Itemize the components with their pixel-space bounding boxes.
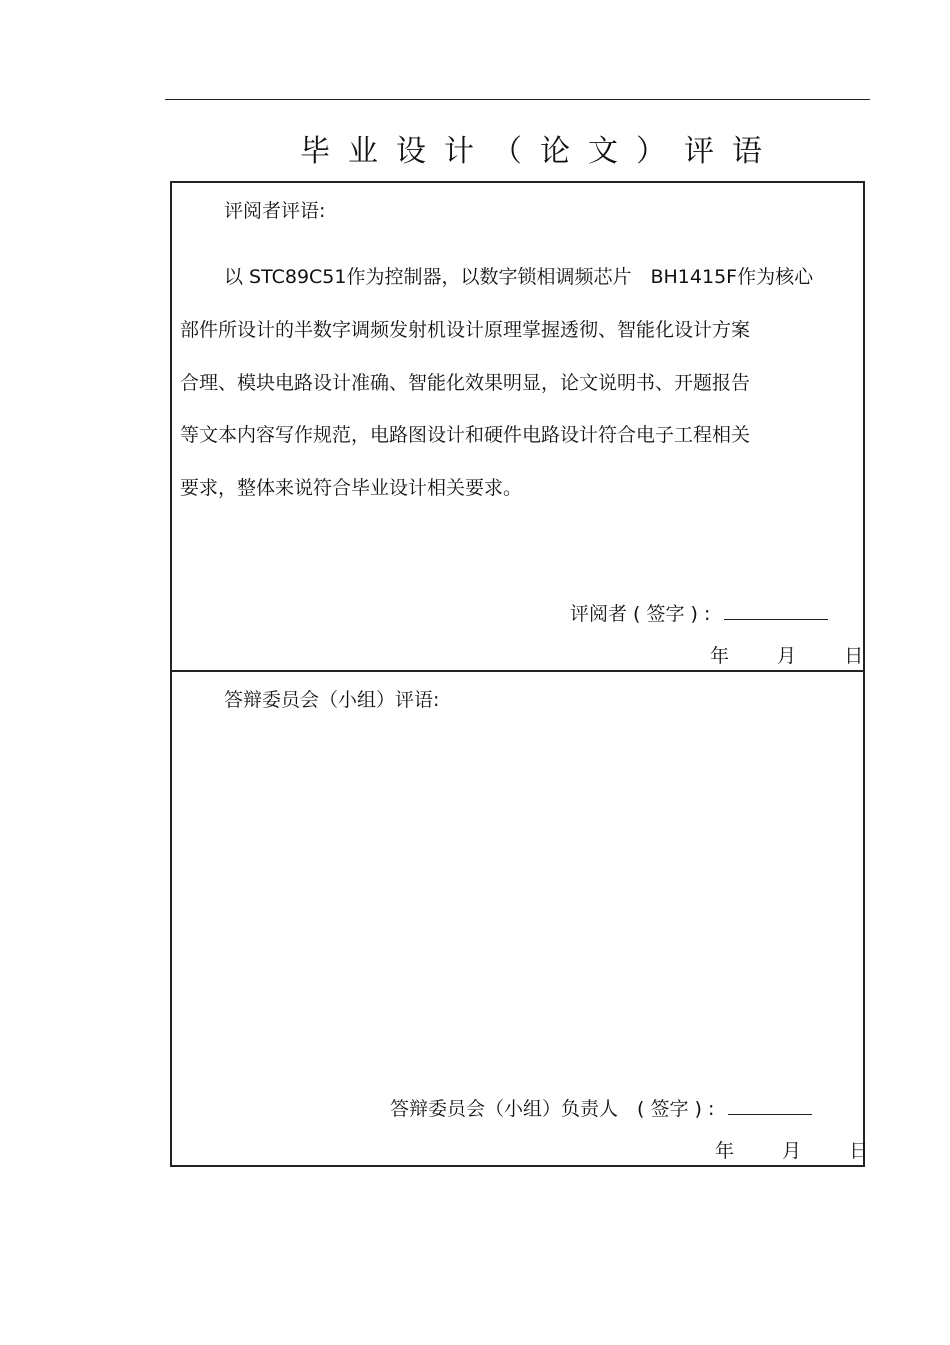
reviewer-signature-label: 评阅者 ( 签字 ) :	[570, 603, 711, 625]
reviewer-comment-heading: 评阅者评语:	[224, 200, 326, 222]
reviewer-date-month: 月	[777, 645, 797, 667]
reviewer-date-year: 年	[710, 645, 730, 667]
committee-signature-line[interactable]	[728, 1096, 812, 1115]
reviewer-signature-line[interactable]	[724, 601, 828, 620]
committee-date-year: 年	[715, 1140, 735, 1162]
reviewer-comment-line-5: 要求，整体来说符合毕业设计相关要求。	[180, 477, 523, 499]
reviewer-comment-line-4: 等文本内容写作规范，电路图设计和硬件电路设计符合电子工程相关	[180, 424, 751, 446]
reviewer-comment-line-1: 以 STC89C51作为控制器，以数字锁相调频芯片 BH1415F作为核心	[224, 266, 814, 288]
committee-signature-row	[390, 1095, 812, 1123]
committee-date-row	[715, 1137, 868, 1165]
reviewer-comment-line-3: 合理、模块电路设计准确、智能化效果明显，论文说明书、开题报告	[180, 372, 751, 394]
committee-date-month: 月	[782, 1140, 802, 1162]
reviewer-signature-row	[570, 600, 828, 628]
reviewer-date-row	[710, 642, 863, 670]
committee-signature-label: 答辩委员会（小组）负责人 ( 签字 ) :	[390, 1098, 715, 1120]
reviewer-comment-line-2: 部件所设计的半数字调频发射机设计原理掌握透彻、智能化设计方案	[180, 319, 751, 341]
evaluation-form-table	[170, 181, 869, 1167]
committee-comment-heading: 答辩委员会（小组）评语:	[224, 689, 440, 711]
header-rule	[165, 99, 870, 100]
page-title: 毕业设计（论文）评语	[300, 134, 780, 169]
committee-date-day: 日	[849, 1140, 869, 1162]
reviewer-date-day: 日	[844, 645, 864, 667]
section-divider	[172, 670, 863, 672]
